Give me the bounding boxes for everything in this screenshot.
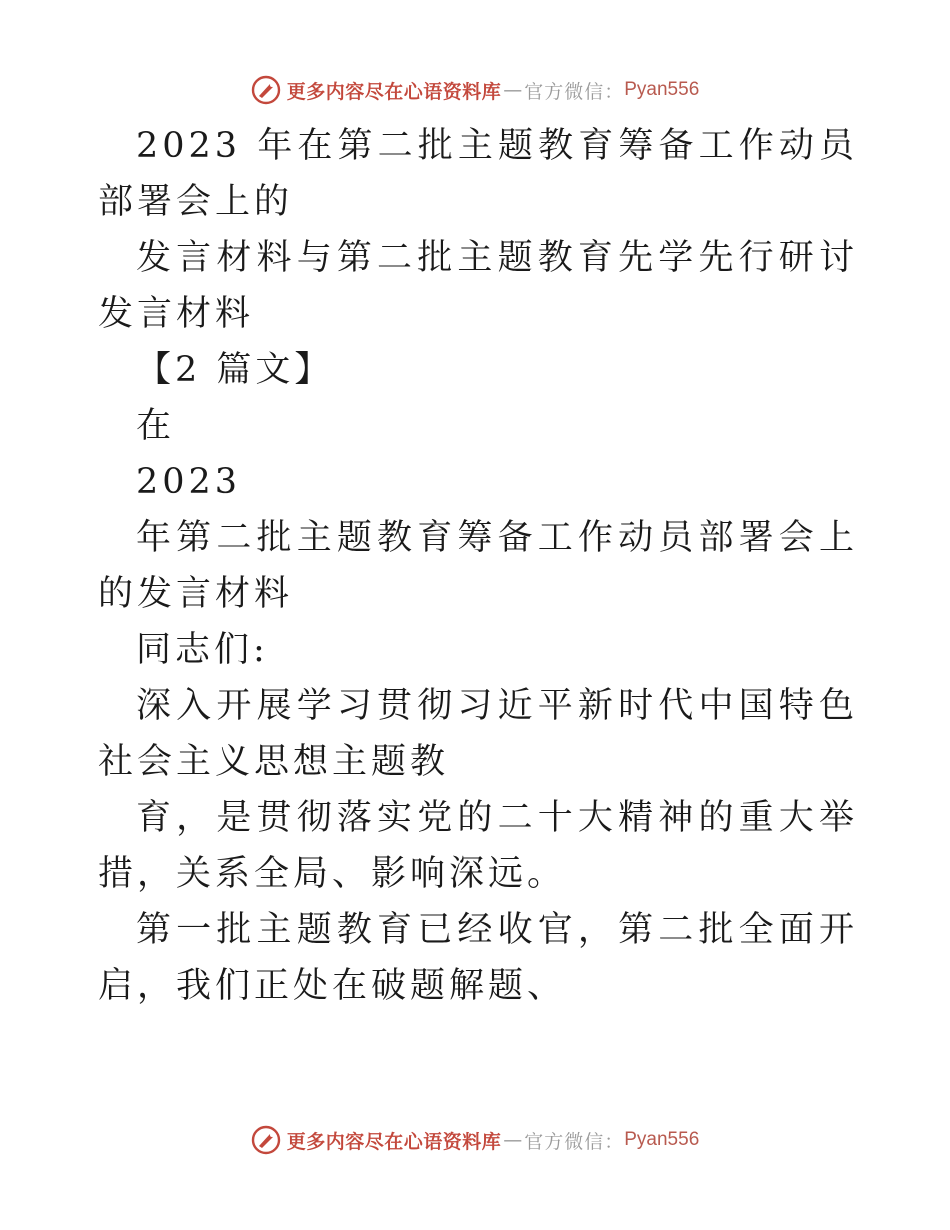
watermark-wechat-id: Pyan556 bbox=[624, 1129, 700, 1150]
paragraph: 深入开展学习贯彻习近平新时代中国特色社会主义思想主题教 bbox=[98, 686, 858, 782]
pen-logo-icon bbox=[251, 1125, 281, 1155]
header-watermark bbox=[0, 70, 950, 110]
article-count: 【2 篇文】 bbox=[136, 350, 334, 390]
paragraph: 2023 bbox=[136, 462, 242, 502]
footer-watermark bbox=[0, 1120, 950, 1160]
salutation: 同志们: bbox=[136, 630, 269, 670]
paragraph: 育，是贯彻落实党的二十大精神的重大举措，关系全局、影响深远。 bbox=[98, 798, 858, 894]
document-title-line-2: 发言材料与第二批主题教育先学先行研讨发言材料 bbox=[98, 238, 858, 334]
watermark-wechat-id: Pyan556 bbox=[624, 79, 700, 100]
paragraph: 第一批主题教育已经收官，第二批全面开启，我们正处在破题解题、 bbox=[98, 910, 858, 1006]
watermark-separator: — bbox=[503, 1129, 523, 1151]
watermark-label: 官方微信： bbox=[524, 80, 625, 103]
watermark-brand: 更多内容尽在心语资料库 bbox=[286, 80, 502, 103]
watermark-separator: — bbox=[503, 79, 523, 101]
pen-logo-icon bbox=[251, 75, 281, 105]
watermark-label: 官方微信： bbox=[524, 1130, 625, 1153]
document-title-line-1: 2023 年在第二批主题教育筹备工作动员部署会上的 bbox=[98, 126, 858, 222]
paragraph: 在 bbox=[136, 406, 176, 446]
section-heading: 年第二批主题教育筹备工作动员部署会上的发言材料 bbox=[98, 518, 858, 614]
watermark-brand: 更多内容尽在心语资料库 bbox=[286, 1130, 502, 1153]
document-body bbox=[98, 118, 858, 1014]
